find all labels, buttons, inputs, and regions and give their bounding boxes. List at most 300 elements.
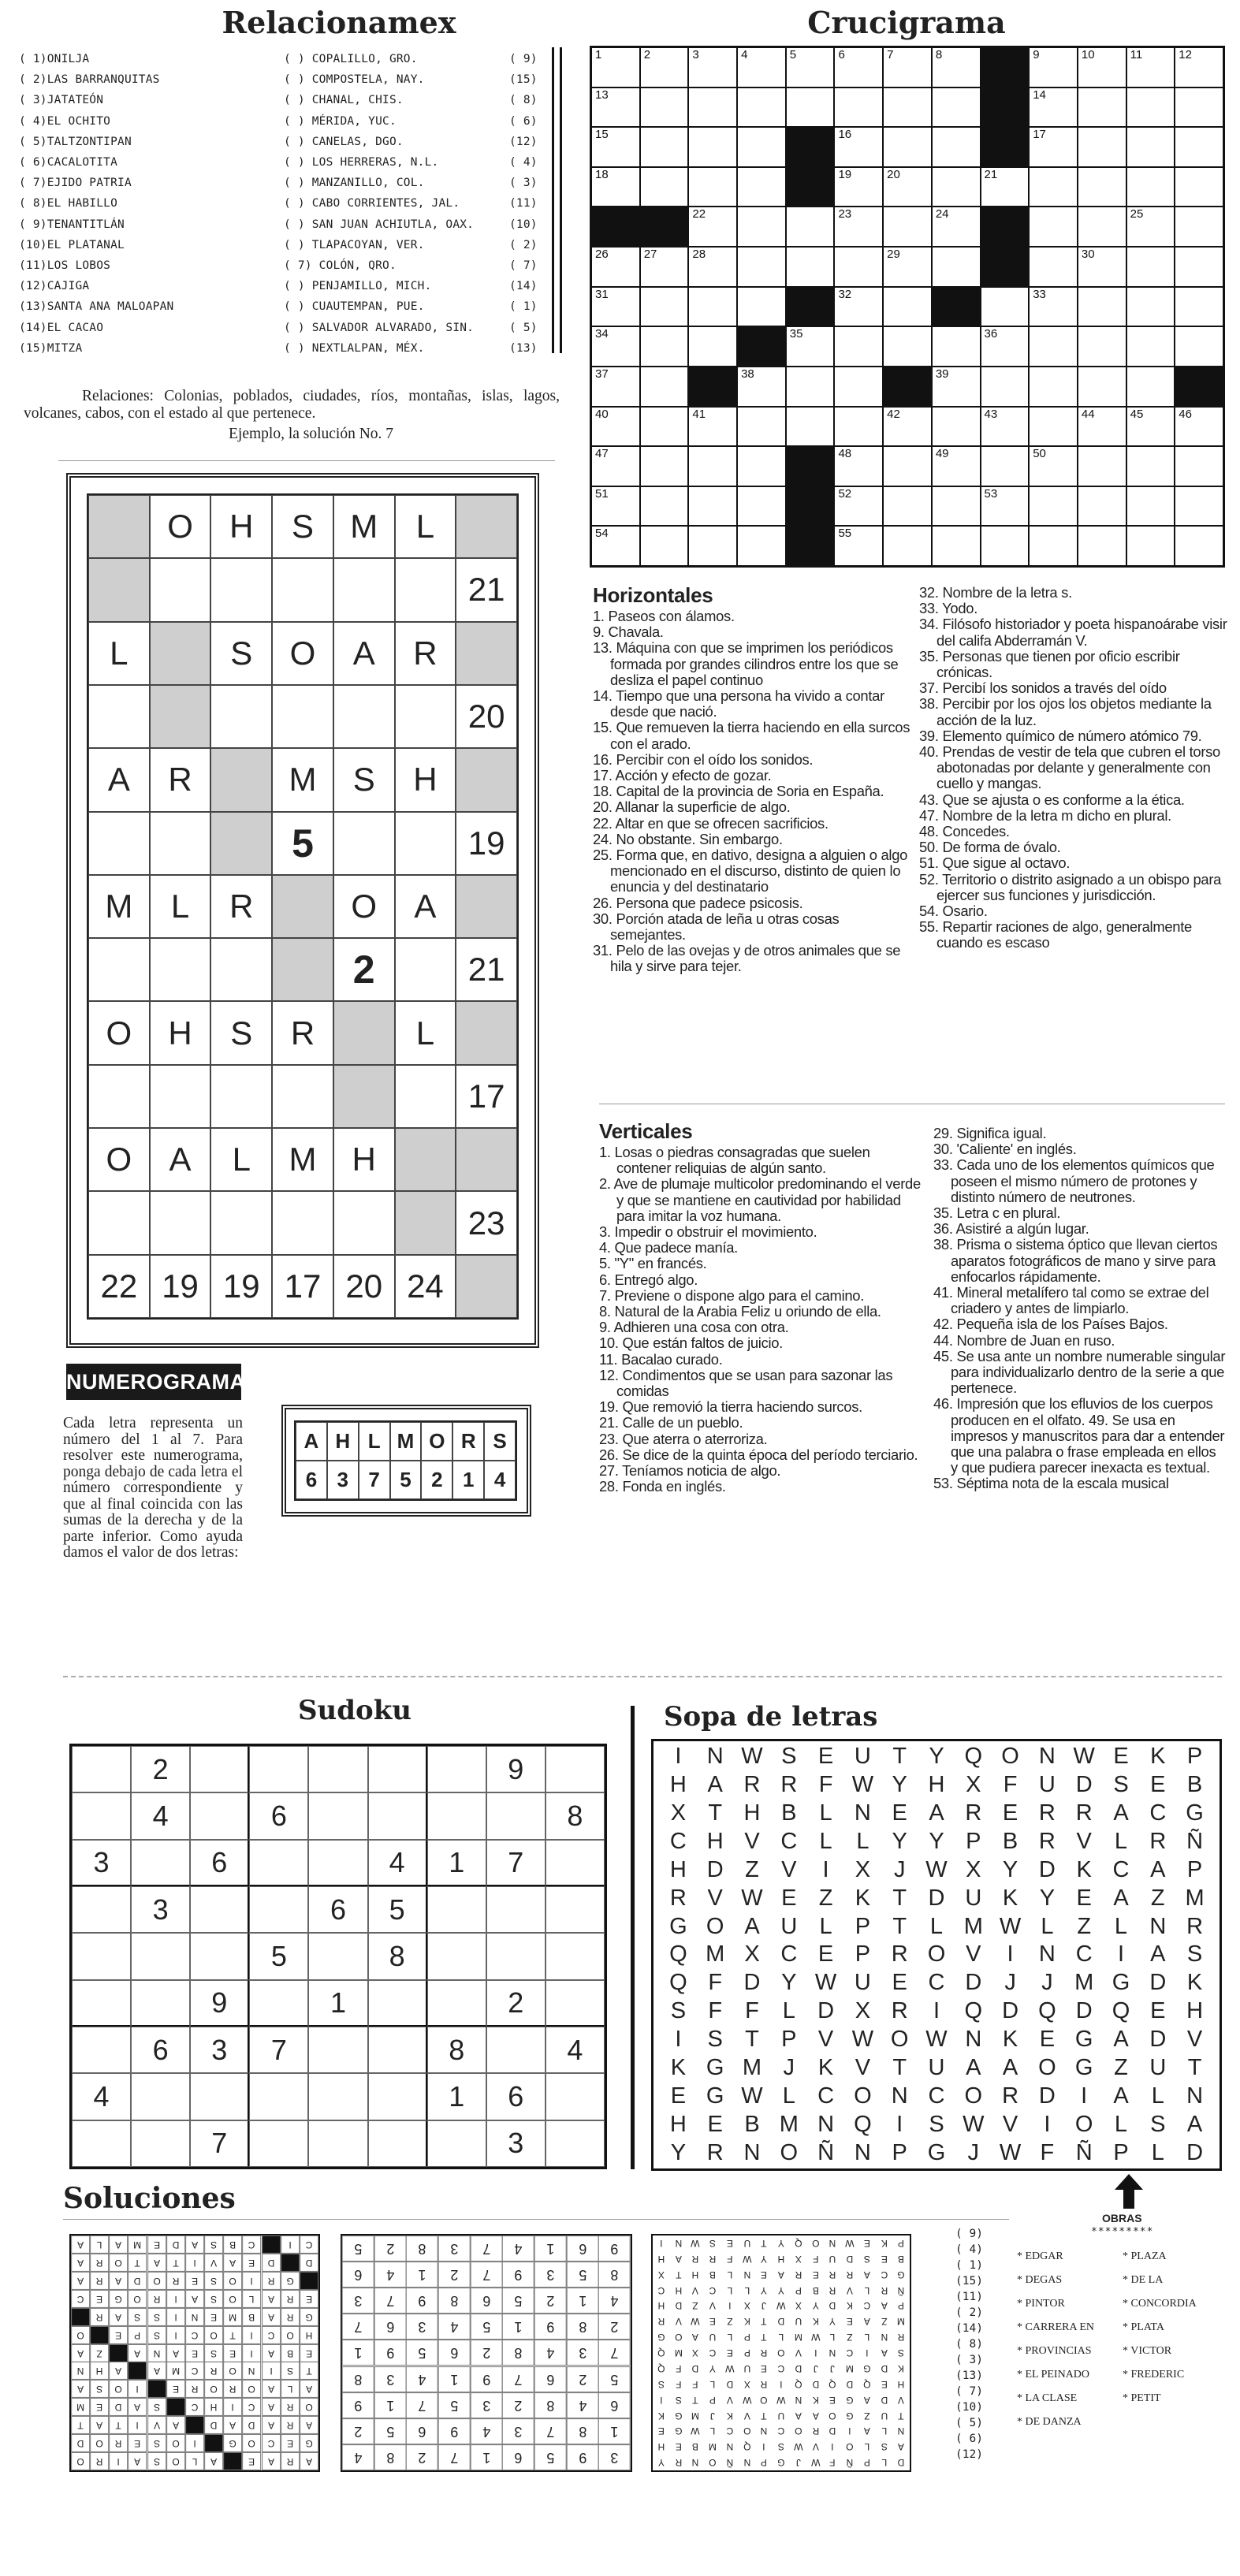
wordsearch-letter[interactable]: A: [707, 1772, 723, 1798]
crossword-cell[interactable]: [689, 487, 736, 526]
crossword-cell[interactable]: [592, 168, 639, 207]
wordsearch-letter[interactable]: Z: [1077, 1913, 1092, 1939]
crossword-cell[interactable]: [738, 487, 785, 526]
wordsearch-letter[interactable]: B: [744, 2111, 760, 2137]
wordsearch-letter[interactable]: U: [1149, 2054, 1167, 2080]
wordsearch-letter[interactable]: Y: [929, 1829, 944, 1855]
wordsearch-letter[interactable]: H: [706, 1829, 724, 1855]
wordsearch-letter[interactable]: Q: [669, 1970, 687, 1996]
wordsearch-letter[interactable]: N: [1038, 1941, 1056, 1967]
wordsearch-letter[interactable]: W: [999, 1913, 1022, 1939]
wordsearch-letter[interactable]: O: [927, 1941, 946, 1967]
crossword-cell[interactable]: [884, 408, 931, 446]
wordsearch-letter[interactable]: P: [1113, 2139, 1129, 2165]
wordsearch-letter[interactable]: L: [1151, 2139, 1164, 2165]
crossword-cell[interactable]: [933, 408, 980, 446]
crossword-cell[interactable]: [835, 248, 882, 286]
crossword-cell[interactable]: [1030, 288, 1077, 326]
crossword-cell[interactable]: [641, 327, 688, 366]
wordsearch-letter[interactable]: E: [817, 1744, 834, 1770]
crossword-cell[interactable]: [592, 88, 639, 127]
wordsearch-letter[interactable]: W: [1073, 1744, 1095, 1770]
wordsearch-letter[interactable]: I: [896, 2111, 903, 2137]
crossword-cell[interactable]: [689, 327, 736, 366]
crossword-cell[interactable]: [689, 207, 736, 246]
sudoku-cell[interactable]: [72, 1980, 131, 2027]
wordsearch-letter[interactable]: U: [854, 1744, 871, 1770]
crossword-cell[interactable]: [1030, 327, 1077, 366]
crossword-cell[interactable]: [689, 48, 736, 87]
crossword-cell[interactable]: [738, 288, 785, 326]
crossword-cell[interactable]: [592, 408, 639, 446]
wordsearch-letter[interactable]: A: [1113, 2027, 1129, 2053]
crossword-cell[interactable]: [592, 367, 639, 406]
crossword-cell[interactable]: [1030, 487, 1077, 526]
sudoku-cell[interactable]: [131, 1933, 190, 1979]
wordsearch-letter[interactable]: J: [783, 2054, 795, 2080]
crossword-cell[interactable]: [689, 88, 736, 127]
crossword-cell[interactable]: [592, 248, 639, 286]
crossword-cell[interactable]: [641, 408, 688, 446]
wordsearch-letter[interactable]: E: [817, 1941, 834, 1967]
crossword-cell[interactable]: [835, 128, 882, 166]
wordsearch-letter[interactable]: U: [854, 1970, 871, 1996]
wordsearch-letter[interactable]: X: [670, 1800, 687, 1826]
crossword-cell[interactable]: [1127, 408, 1175, 446]
crossword-cell[interactable]: [884, 207, 931, 246]
wordsearch-letter[interactable]: K: [1076, 1856, 1092, 1882]
wordsearch-letter[interactable]: O: [890, 2027, 909, 2053]
crossword-cell[interactable]: [1078, 207, 1126, 246]
sudoku-cell[interactable]: 9: [190, 1980, 249, 2027]
wordsearch-letter[interactable]: T: [892, 2054, 907, 2080]
wordsearch-letter[interactable]: H: [669, 1772, 687, 1798]
sudoku-cell[interactable]: [72, 2027, 131, 2073]
sudoku-cell[interactable]: [72, 1933, 131, 1979]
crossword-cell[interactable]: [592, 447, 639, 486]
wordsearch-letter[interactable]: V: [744, 1829, 760, 1855]
wordsearch-letter[interactable]: A: [1150, 1941, 1166, 1967]
crossword-cell[interactable]: [835, 168, 882, 207]
wordsearch-letter[interactable]: A: [1113, 1800, 1129, 1826]
crossword-cell[interactable]: [884, 487, 931, 526]
crossword-cell[interactable]: [738, 88, 785, 127]
crossword-cell[interactable]: [1175, 168, 1223, 207]
wordsearch-letter[interactable]: K: [817, 2054, 834, 2080]
sudoku-cell[interactable]: 4: [131, 1792, 190, 1839]
wordsearch-letter[interactable]: G: [706, 2083, 724, 2109]
wordsearch-letter[interactable]: Ñ: [817, 2139, 835, 2165]
wordsearch-letter[interactable]: U: [928, 2054, 945, 2080]
wordsearch-letter[interactable]: K: [1002, 1885, 1018, 1911]
sudoku-cell[interactable]: [486, 1792, 546, 1839]
sudoku-cell[interactable]: 3: [486, 2120, 546, 2167]
sudoku-cell[interactable]: [308, 1746, 367, 1792]
crossword-cell[interactable]: [1078, 367, 1126, 406]
crossword-cell[interactable]: [1127, 88, 1175, 127]
wordsearch-letter[interactable]: W: [851, 2027, 874, 2053]
wordsearch-letter[interactable]: G: [1074, 2027, 1093, 2053]
crossword-cell[interactable]: [933, 207, 980, 246]
wordsearch-letter[interactable]: G: [1074, 2054, 1093, 2080]
wordsearch-letter[interactable]: R: [669, 1885, 687, 1911]
wordsearch-letter[interactable]: L: [782, 2083, 795, 2109]
sudoku-cell[interactable]: [546, 1886, 605, 1933]
crossword-cell[interactable]: [641, 487, 688, 526]
wordsearch-letter[interactable]: C: [1075, 1941, 1093, 1967]
wordsearch-letter[interactable]: C: [1149, 1800, 1167, 1826]
wordsearch-letter[interactable]: J: [1004, 1970, 1016, 1996]
sudoku-cell[interactable]: 6: [486, 2073, 546, 2120]
crossword-cell[interactable]: [1127, 527, 1175, 565]
crossword-cell[interactable]: [738, 447, 785, 486]
wordsearch-letter[interactable]: D: [928, 1885, 945, 1911]
crossword-cell[interactable]: [884, 327, 931, 366]
wordsearch-letter[interactable]: E: [1113, 1744, 1129, 1770]
wordsearch-letter[interactable]: T: [708, 1800, 723, 1826]
crossword-cell[interactable]: [1175, 128, 1223, 166]
crossword-cell[interactable]: [884, 48, 931, 87]
wordsearch-letter[interactable]: C: [780, 1941, 798, 1967]
wordsearch-letter[interactable]: O: [1038, 2054, 1056, 2080]
crossword-cell[interactable]: [787, 367, 834, 406]
wordsearch-letter[interactable]: M: [963, 1913, 983, 1939]
wordsearch-letter[interactable]: B: [1186, 1772, 1203, 1798]
wordsearch-letter[interactable]: V: [1186, 2027, 1203, 2053]
wordsearch-letter[interactable]: W: [741, 1885, 763, 1911]
wordsearch-letter[interactable]: L: [782, 1998, 795, 2024]
wordsearch-letter[interactable]: C: [928, 1970, 945, 1996]
wordsearch-letter[interactable]: L: [1041, 1913, 1054, 1939]
wordsearch-letter[interactable]: T: [892, 1744, 907, 1770]
sudoku-cell[interactable]: [486, 1933, 546, 1979]
crossword-cell[interactable]: [1127, 288, 1175, 326]
wordsearch-letter[interactable]: P: [855, 1913, 871, 1939]
wordsearch-letter[interactable]: L: [856, 1829, 869, 1855]
sudoku-cell[interactable]: [190, 2073, 249, 2120]
crossword-cell[interactable]: [933, 128, 980, 166]
wordsearch-letter[interactable]: F: [1040, 2139, 1055, 2165]
crossword-cell[interactable]: [1175, 88, 1223, 127]
wordsearch-letter[interactable]: H: [928, 1772, 945, 1798]
wordsearch-letter[interactable]: W: [741, 2083, 763, 2109]
crossword-cell[interactable]: [933, 168, 980, 207]
crossword-cell[interactable]: [1030, 408, 1077, 446]
sudoku-cell[interactable]: [546, 1840, 605, 1886]
wordsearch-letter[interactable]: E: [670, 2083, 687, 2109]
sudoku-cell[interactable]: [427, 1792, 486, 1839]
crossword-cell[interactable]: [787, 408, 834, 446]
crossword-cell[interactable]: [1078, 48, 1126, 87]
wordsearch-letter[interactable]: R: [965, 1800, 982, 1826]
wordsearch-letter[interactable]: G: [1112, 1970, 1130, 1996]
sudoku-cell[interactable]: [546, 2073, 605, 2120]
crossword-cell[interactable]: [933, 327, 980, 366]
wordsearch-letter[interactable]: F: [708, 1998, 723, 2024]
wordsearch-letter[interactable]: D: [1038, 1856, 1056, 1882]
crossword-cell[interactable]: [1078, 88, 1126, 127]
wordsearch-letter[interactable]: O: [964, 2083, 983, 2109]
wordsearch-letter[interactable]: Y: [929, 1744, 944, 1770]
wordsearch-letter[interactable]: D: [1186, 2139, 1204, 2165]
wordsearch-letter[interactable]: B: [781, 1800, 797, 1826]
sudoku-cell[interactable]: 6: [131, 2027, 190, 2073]
wordsearch-letter[interactable]: Q: [669, 1941, 687, 1967]
crossword-cell[interactable]: [1030, 248, 1077, 286]
crossword-cell[interactable]: [689, 408, 736, 446]
crossword-cell[interactable]: [835, 88, 882, 127]
wordsearch-letter[interactable]: V: [855, 2054, 871, 2080]
sudoku-cell[interactable]: [72, 1792, 131, 1839]
crossword-cell[interactable]: [1030, 527, 1077, 565]
wordsearch-letter[interactable]: P: [966, 1829, 981, 1855]
wordsearch-letter[interactable]: O: [1001, 1744, 1019, 1770]
crossword-cell[interactable]: [933, 367, 980, 406]
crossword-cell[interactable]: [835, 527, 882, 565]
wordsearch-letter[interactable]: X: [855, 1856, 871, 1882]
crossword-cell[interactable]: [592, 487, 639, 526]
wordsearch-letter[interactable]: G: [1186, 1800, 1204, 1826]
wordsearch-letter[interactable]: C: [1112, 1856, 1130, 1882]
wordsearch-letter[interactable]: Z: [818, 1885, 833, 1911]
sudoku-cell[interactable]: [546, 1933, 605, 1979]
crossword-cell[interactable]: [787, 248, 834, 286]
sudoku-cell[interactable]: [249, 1746, 308, 1792]
wordsearch-letter[interactable]: A: [929, 1800, 944, 1826]
crossword-cell[interactable]: [884, 128, 931, 166]
wordsearch-letter[interactable]: R: [780, 1772, 798, 1798]
crossword-cell[interactable]: [981, 367, 1029, 406]
sudoku-cell[interactable]: [308, 1840, 367, 1886]
wordsearch-letter[interactable]: Y: [670, 2139, 687, 2165]
wordsearch-letter[interactable]: S: [1113, 1772, 1129, 1798]
sudoku-cell[interactable]: [546, 2120, 605, 2167]
wordsearch-letter[interactable]: E: [1150, 1998, 1166, 2024]
crossword-cell[interactable]: [787, 327, 834, 366]
crossword-cell[interactable]: [981, 168, 1029, 207]
wordsearch-letter[interactable]: D: [706, 1856, 724, 1882]
wordsearch-letter[interactable]: A: [1186, 2111, 1203, 2137]
crossword-cell[interactable]: [689, 168, 736, 207]
crossword-cell[interactable]: [641, 168, 688, 207]
wordsearch-letter[interactable]: O: [706, 1913, 724, 1939]
wordsearch-letter[interactable]: J: [967, 2139, 980, 2165]
wordsearch-letter[interactable]: Y: [892, 1772, 907, 1798]
crossword-cell[interactable]: [1030, 88, 1077, 127]
crossword-cell[interactable]: [981, 487, 1029, 526]
wordsearch-letter[interactable]: R: [743, 1772, 761, 1798]
wordsearch-letter[interactable]: R: [1038, 1800, 1056, 1826]
wordsearch-letter[interactable]: I: [1117, 1941, 1125, 1967]
crossword-cell[interactable]: [689, 248, 736, 286]
wordsearch-letter[interactable]: M: [706, 1941, 725, 1967]
wordsearch-letter[interactable]: P: [781, 2027, 797, 2053]
crossword-cell[interactable]: [933, 88, 980, 127]
wordsearch-letter[interactable]: W: [851, 1772, 874, 1798]
sudoku-cell[interactable]: 1: [427, 1840, 486, 1886]
wordsearch-letter[interactable]: Q: [1112, 1998, 1130, 2024]
crossword-cell[interactable]: [981, 527, 1029, 565]
sudoku-cell[interactable]: 7: [486, 1840, 546, 1886]
wordsearch-letter[interactable]: W: [999, 2139, 1022, 2165]
wordsearch-letter[interactable]: L: [929, 1913, 944, 1939]
crossword-cell[interactable]: [1127, 327, 1175, 366]
wordsearch-letter[interactable]: K: [670, 2054, 687, 2080]
sudoku-cell[interactable]: [368, 1792, 427, 1839]
wordsearch-letter[interactable]: R: [1149, 1829, 1167, 1855]
wordsearch-letter[interactable]: C: [817, 2083, 835, 2109]
sudoku-cell[interactable]: 8: [427, 2027, 486, 2073]
wordsearch-letter[interactable]: E: [1039, 2027, 1056, 2053]
crossword-cell[interactable]: [641, 527, 688, 565]
wordsearch-letter[interactable]: K: [1186, 1970, 1203, 1996]
sudoku-cell[interactable]: 6: [190, 1840, 249, 1886]
wordsearch-letter[interactable]: Y: [892, 1829, 907, 1855]
crossword-cell[interactable]: [933, 447, 980, 486]
crossword-cell[interactable]: [787, 88, 834, 127]
crossword-cell[interactable]: [641, 88, 688, 127]
wordsearch-letter[interactable]: U: [1038, 1772, 1056, 1798]
wordsearch-letter[interactable]: D: [1002, 1998, 1019, 2024]
wordsearch-letter[interactable]: X: [744, 1941, 760, 1967]
crossword-cell[interactable]: [787, 207, 834, 246]
wordsearch-letter[interactable]: S: [707, 2027, 723, 2053]
wordsearch-letter[interactable]: V: [817, 2027, 834, 2053]
crossword-cell[interactable]: [835, 207, 882, 246]
sudoku-cell[interactable]: 6: [249, 1792, 308, 1839]
wordsearch-letter[interactable]: M: [779, 2111, 799, 2137]
wordsearch-letter[interactable]: D: [1075, 1998, 1093, 2024]
sudoku-cell[interactable]: [427, 1933, 486, 1979]
crossword-cell[interactable]: [1175, 248, 1223, 286]
wordsearch-letter[interactable]: B: [1002, 1829, 1018, 1855]
wordsearch-letter[interactable]: P: [1186, 1856, 1203, 1882]
wordsearch-letter[interactable]: I: [675, 1744, 682, 1770]
wordsearch-letter[interactable]: V: [966, 1941, 981, 1967]
wordsearch-letter[interactable]: I: [1007, 1941, 1014, 1967]
crossword-cell[interactable]: [738, 527, 785, 565]
crossword-cell[interactable]: [1078, 327, 1126, 366]
crossword-cell[interactable]: [592, 48, 639, 87]
sudoku-cell[interactable]: 1: [427, 2073, 486, 2120]
sudoku-cell[interactable]: 3: [190, 2027, 249, 2073]
sudoku-cell[interactable]: [249, 2073, 308, 2120]
sudoku-cell[interactable]: [546, 1980, 605, 2027]
sudoku-cell[interactable]: [486, 1886, 546, 1933]
wordsearch-letter[interactable]: X: [966, 1772, 981, 1798]
wordsearch-letter[interactable]: V: [1002, 2111, 1018, 2137]
wordsearch-letter[interactable]: L: [819, 1829, 832, 1855]
wordsearch-letter[interactable]: S: [1186, 1941, 1203, 1967]
crossword-cell[interactable]: [641, 48, 688, 87]
wordsearch-letter[interactable]: Q: [964, 1998, 983, 2024]
wordsearch-letter[interactable]: G: [706, 2054, 724, 2080]
sudoku-cell[interactable]: [249, 1886, 308, 1933]
wordsearch-letter[interactable]: P: [855, 1941, 871, 1967]
wordsearch-letter[interactable]: E: [892, 1800, 907, 1826]
wordsearch-letter[interactable]: C: [669, 1829, 687, 1855]
sudoku-cell[interactable]: 5: [368, 1886, 427, 1933]
wordsearch-letter[interactable]: X: [966, 1856, 981, 1882]
wordsearch-letter[interactable]: I: [1044, 2111, 1051, 2137]
crossword-cell[interactable]: [1030, 207, 1077, 246]
wordsearch-letter[interactable]: R: [1002, 2083, 1019, 2109]
wordsearch-letter[interactable]: L: [1114, 1829, 1128, 1855]
wordsearch-letter[interactable]: A: [744, 1913, 760, 1939]
crossword-cell[interactable]: [1127, 207, 1175, 246]
crossword-cell[interactable]: [981, 408, 1029, 446]
sudoku-cell[interactable]: [131, 1980, 190, 2027]
crossword-cell[interactable]: [1078, 288, 1126, 326]
crossword-cell[interactable]: [835, 327, 882, 366]
wordsearch-letter[interactable]: R: [891, 1941, 908, 1967]
sudoku-cell[interactable]: [190, 1933, 249, 1979]
wordsearch-letter[interactable]: D: [743, 1970, 761, 1996]
wordsearch-letter[interactable]: R: [1186, 1913, 1204, 1939]
crossword-cell[interactable]: [1078, 128, 1126, 166]
wordsearch-letter[interactable]: Q: [1038, 1998, 1056, 2024]
wordsearch-letter[interactable]: P: [892, 2139, 907, 2165]
wordsearch-letter[interactable]: T: [1187, 2054, 1202, 2080]
crossword-cell[interactable]: [835, 367, 882, 406]
crossword-cell[interactable]: [1175, 408, 1223, 446]
sudoku-cell[interactable]: 6: [308, 1886, 367, 1933]
sudoku-cell[interactable]: [190, 1792, 249, 1839]
crossword-cell[interactable]: [1127, 48, 1175, 87]
wordsearch-letter[interactable]: N: [965, 2027, 982, 2053]
wordsearch-letter[interactable]: Q: [854, 2111, 872, 2137]
sudoku-cell[interactable]: [249, 1840, 308, 1886]
crossword-cell[interactable]: [981, 288, 1029, 326]
sudoku-cell[interactable]: 4: [368, 1840, 427, 1886]
wordsearch-letter[interactable]: S: [1150, 2111, 1166, 2137]
wordsearch-letter[interactable]: W: [814, 1970, 837, 1996]
wordsearch-letter[interactable]: R: [891, 1998, 908, 2024]
wordsearch-letter[interactable]: L: [1114, 2111, 1128, 2137]
crossword-cell[interactable]: [689, 288, 736, 326]
wordsearch-letter[interactable]: R: [1075, 1800, 1093, 1826]
crossword-cell[interactable]: [1127, 248, 1175, 286]
wordsearch-letter[interactable]: N: [1038, 1744, 1056, 1770]
wordsearch-letter[interactable]: H: [669, 1856, 687, 1882]
wordsearch-letter[interactable]: Y: [781, 1970, 797, 1996]
crossword-cell[interactable]: [1127, 168, 1175, 207]
crossword-cell[interactable]: [1175, 327, 1223, 366]
wordsearch-letter[interactable]: N: [1186, 2083, 1204, 2109]
wordsearch-letter[interactable]: M: [1074, 1970, 1094, 1996]
crossword-cell[interactable]: [1078, 408, 1126, 446]
crossword-cell[interactable]: [981, 327, 1029, 366]
wordsearch-letter[interactable]: N: [891, 2083, 908, 2109]
wordsearch-letter[interactable]: T: [745, 2027, 759, 2053]
wordsearch-letter[interactable]: W: [741, 1744, 763, 1770]
sudoku-cell[interactable]: [190, 1886, 249, 1933]
wordsearch-letter[interactable]: W: [963, 2111, 985, 2137]
wordsearch-letter[interactable]: E: [707, 2111, 723, 2137]
wordsearch-letter[interactable]: S: [929, 2111, 944, 2137]
crossword-cell[interactable]: [689, 447, 736, 486]
sudoku-cell[interactable]: 2: [131, 1746, 190, 1792]
crossword-cell[interactable]: [1175, 207, 1223, 246]
crossword-cell[interactable]: [689, 527, 736, 565]
wordsearch-letter[interactable]: Y: [1039, 1885, 1056, 1911]
wordsearch-letter[interactable]: K: [855, 1885, 871, 1911]
wordsearch-letter[interactable]: V: [707, 1885, 723, 1911]
crossword-cell[interactable]: [884, 527, 931, 565]
wordsearch-letter[interactable]: A: [1113, 2083, 1129, 2109]
crossword-cell[interactable]: [1127, 128, 1175, 166]
crossword-cell[interactable]: [738, 367, 785, 406]
